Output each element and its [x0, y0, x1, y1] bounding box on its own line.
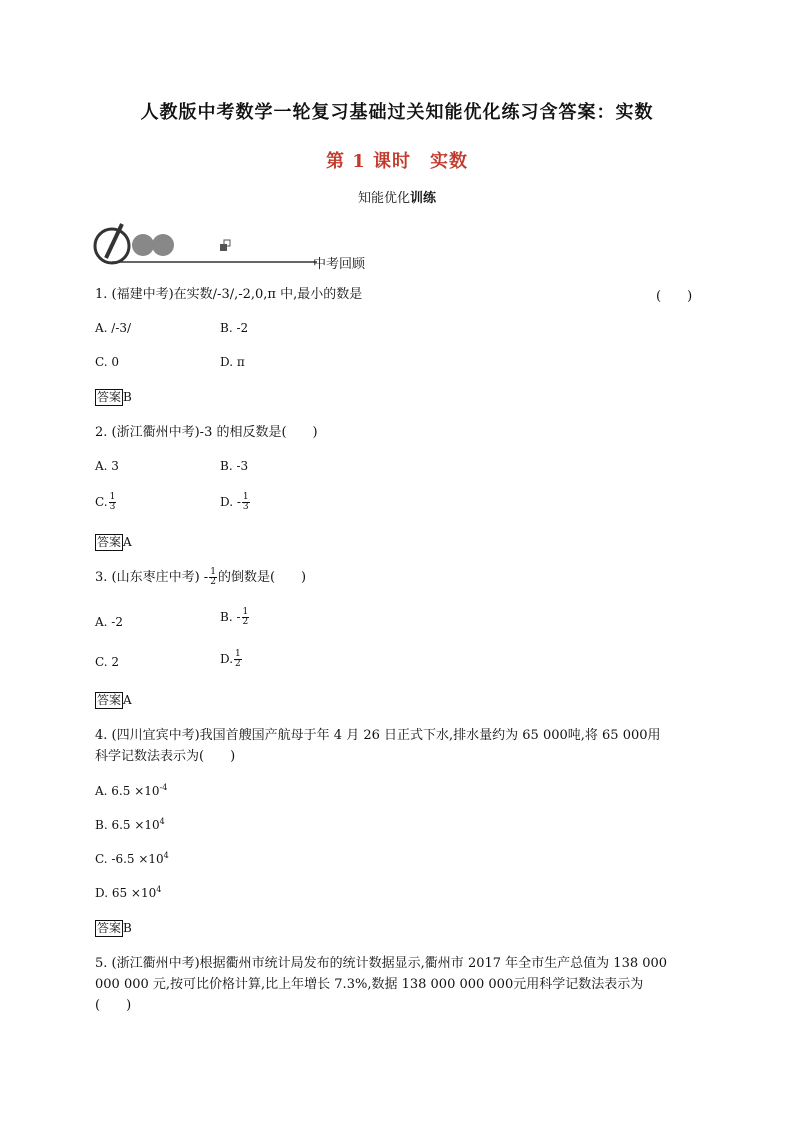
grey-dot-2	[152, 234, 174, 256]
grey-dot-1	[132, 234, 154, 256]
q4-answer-value: B	[123, 921, 132, 935]
q3-answer-value: A	[123, 693, 132, 707]
q3-option-a: A. -2	[95, 615, 123, 629]
q4-option-c: C. $-6.5 \times 10^4$	[95, 851, 169, 866]
q1-option-d: D. π	[220, 355, 245, 369]
q2-answer	[95, 534, 132, 551]
q1-option-a: A. /-3/	[95, 321, 132, 335]
q2-answer-value: A	[123, 535, 132, 549]
q4-text-line2: 科学记数法表示为( )	[95, 749, 236, 764]
lesson-title: 第 1 课时 实数	[325, 151, 469, 172]
q4-option-b: B. $6.5 \times 10^4$	[95, 817, 165, 832]
q2-option-c: C. $\frac{1}{3}$	[95, 492, 116, 512]
banner-decoration	[92, 218, 322, 268]
fraction: $\frac{1}{3}$	[109, 492, 116, 512]
answer-label: 答案	[97, 535, 122, 549]
q3-option-d: D. $\frac{1}{2}$	[220, 649, 241, 669]
q2-option-d: D. - $\frac{1}{3}$	[220, 492, 249, 512]
q1-answer-value: B	[123, 390, 132, 404]
q2-text: 2. (浙江衢州中考)-3 的相反数是( )	[95, 425, 318, 440]
q1-answer	[95, 389, 132, 406]
answer-label: 答案	[97, 390, 122, 404]
fraction: $\frac{1}{3}$	[242, 492, 249, 512]
section-title	[0, 187, 794, 206]
q1-option-b: B. -2	[220, 321, 249, 335]
q4-text-line1: 4. (四川宜宾中考)我国首艘国产航母于年 4 月 26 日正式下水,排水量约为 65 000吨,将 65 000用	[95, 728, 661, 743]
q1-option-c: C. 0	[95, 355, 120, 369]
q3-option-c: C. 2	[95, 655, 120, 669]
section-title-normal: 知能优化	[357, 191, 410, 206]
q1-text: 1. (福建中考)在实数/-3/,-2,0,π 中,最小的数是	[95, 287, 363, 302]
q2-option-a: A. 3	[95, 459, 119, 473]
q5-text-line2: 000 000 元,按可比价格计算,比上年增长 7.3%,数据 138 000 000 000元用科学记数法表示为	[95, 977, 644, 992]
banner-label: 中考回顾	[313, 257, 366, 272]
q1-paren: ( )	[656, 289, 693, 304]
section-title-bold: 训练	[410, 191, 437, 206]
q5-text-line3: ( )	[95, 998, 132, 1013]
q4-option-a: A. $6.5 \times 10^{-4}$	[95, 783, 168, 798]
q4-answer	[95, 920, 132, 937]
fraction: $\frac{1}{2}$	[210, 567, 216, 587]
q2-option-b: B. -3	[220, 459, 249, 473]
q4-option-d: D. $65 \times 10^4$	[95, 885, 162, 900]
answer-label: 答案	[97, 693, 122, 707]
document-title: 人教版中考数学一轮复习基础过关知能优化练习含答案：实数	[140, 102, 654, 123]
q3-answer	[95, 692, 132, 709]
fraction: $\frac{1}{2}$	[235, 649, 241, 669]
fraction: $\frac{1}{2}$	[242, 607, 249, 627]
q5-text-line1: 5. (浙江衢州中考)根据衢州市统计局发布的统计数据显示,衢州市 2017 年全市生产总值为 138 000	[95, 956, 668, 971]
answer-label: 答案	[97, 921, 122, 935]
q3-option-b: B. - $\frac{1}{2}$	[220, 607, 249, 627]
q3-text: 3. (山东枣庄中考) - $\frac{1}{2}$ 的倒数是( )	[95, 567, 307, 587]
